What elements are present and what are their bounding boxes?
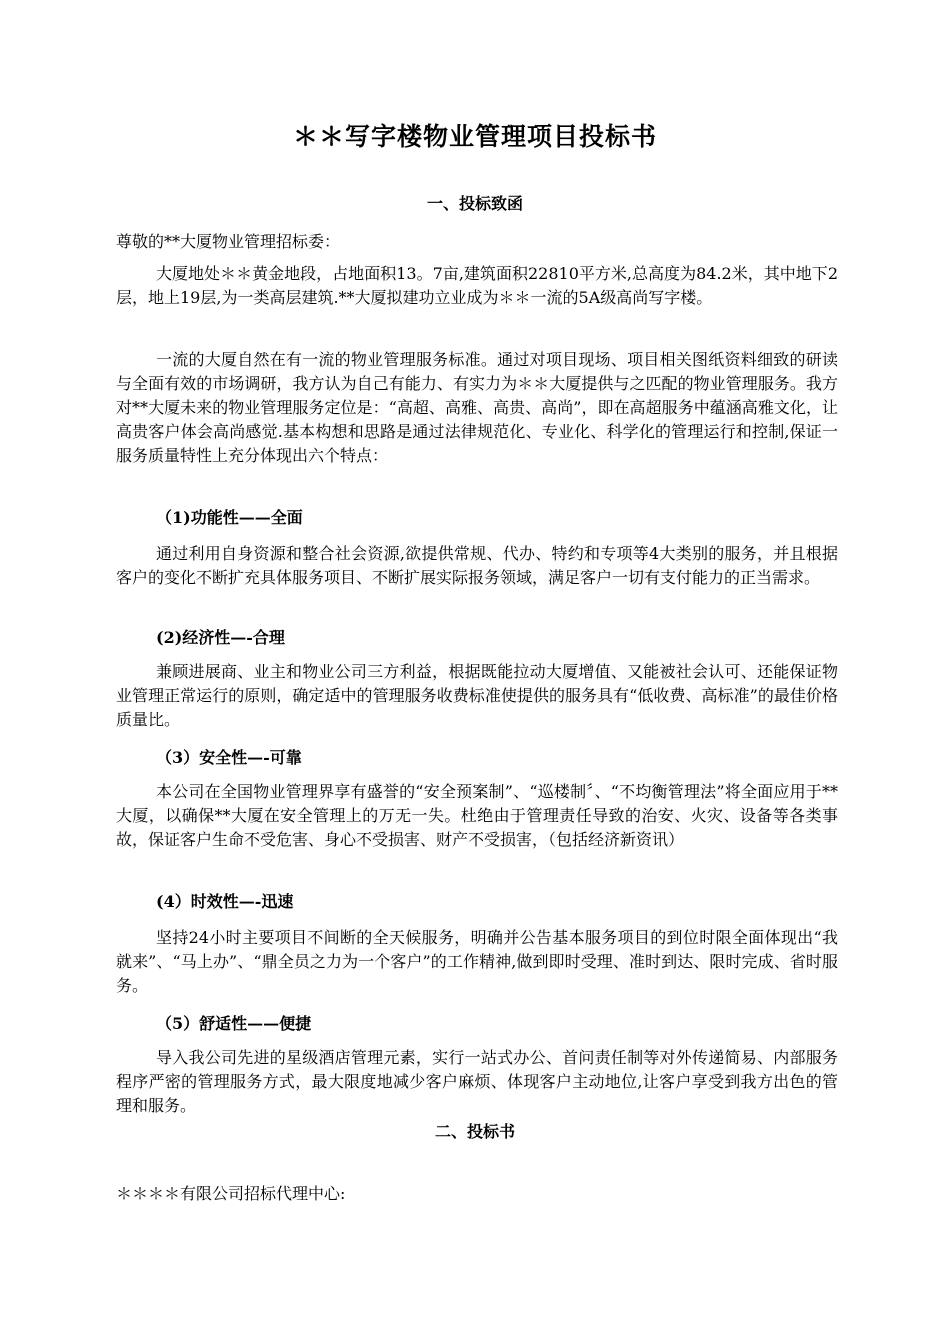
feature-text-comfort: 导入我公司先进的星级酒店管理元素，实行一站式办公、首问责任制等对外传递简易、内部服务程序严密的管理服务方式，最大限度地减少客户麻烦、体现客户主动地位,让客户享受到我方出色的管理和服务。 [116, 1048, 838, 1115]
feature-heading-functionality: （1)功能性——全面 [156, 508, 303, 527]
feature-heading-timeliness: (4）时效性—-迅速 [156, 892, 294, 911]
salutation-agency-center: ＊＊＊＊有限公司招标代理中心: [116, 1184, 346, 1203]
feature-heading-comfort: （5）舒适性——便捷 [156, 1014, 312, 1033]
feature-heading-economy: (2)经济性—-合理 [156, 628, 285, 647]
feature-text-economy: 兼顾进展商、业主和物业公司三方利益，根据既能拉动大厦增值、又能被社会认可、还能保证物业管理正常运行的原则，确定适中的管理服务收费标准使提供的服务具有“低收费、高标准”的最佳价格质量比。 [116, 662, 838, 729]
section-heading-cover-letter: 一、投标致函 [426, 194, 523, 213]
feature-text-safety: 本公司在全国物业管理界享有盛誉的“安全预案制”、“巡楼制〞、“不均衡管理法”将全面应用于**大厦，以确保**大厦在安全管理上的万无一失。杜绝由于管理责任导致的治安、火灾、设备等各类事故，保证客户生命不受危害、身心不受损害、财产不受损害，（包括经济新资讯） [116, 782, 838, 849]
feature-heading-safety: （3）安全性—-可靠 [156, 748, 302, 767]
salutation-tender-committee: 尊敬的**大厦物业管理招标委： [116, 232, 341, 251]
document-title: ＊＊写字楼物业管理项目投标书 [292, 122, 657, 151]
section-heading-tender: 二、投标书 [434, 1122, 515, 1141]
paragraph-service-positioning: 一流的大厦自然在有一流的物业管理服务标准。通过对项目现场、项目相关图纸资料细致的研读与全面有效的市场调研，我方认为自己有能力、有实力为＊＊大厦提供与之匹配的物业管理服务。我方对**大厦未来的物业管理服务定位是：“高超、高雅、高贵、高尚”，即在高超服务中蕴涵高雅文化，让高贵客户体会高尚感觉.基本构想和思路是通过法律规范化、专业化、科学化的管理运行和控制,保证一服务质量特性上充分体现出六个特点： [116, 350, 838, 465]
feature-text-functionality: 通过利用自身资源和整合社会资源,欲提供常规、代办、特约和专项等4大类别的服务，并且根据客户的变化不断扩充具体服务项目、不断扩展实际报务领域，满足客户一切有支付能力的正当需求。 [116, 544, 838, 587]
paragraph-building-intro: 大厦地处＊＊黄金地段，占地面积13。7亩,建筑面积22810平方米,总高度为84.2米，其中地下2层，地上19层,为一类高层建筑.**大厦拟建功立业成为＊＊一流的5A级高尚写字楼。 [116, 264, 838, 307]
feature-text-timeliness: 坚持24小时主要项目不间断的全天候服务，明确并公告基本服务项目的到位时限全面体现出“我就来”、“马上办”、“鼎全员之力为一个客户”的工作精神,做到即时受理、准时到达、限时完成、省时服务。 [116, 928, 838, 995]
